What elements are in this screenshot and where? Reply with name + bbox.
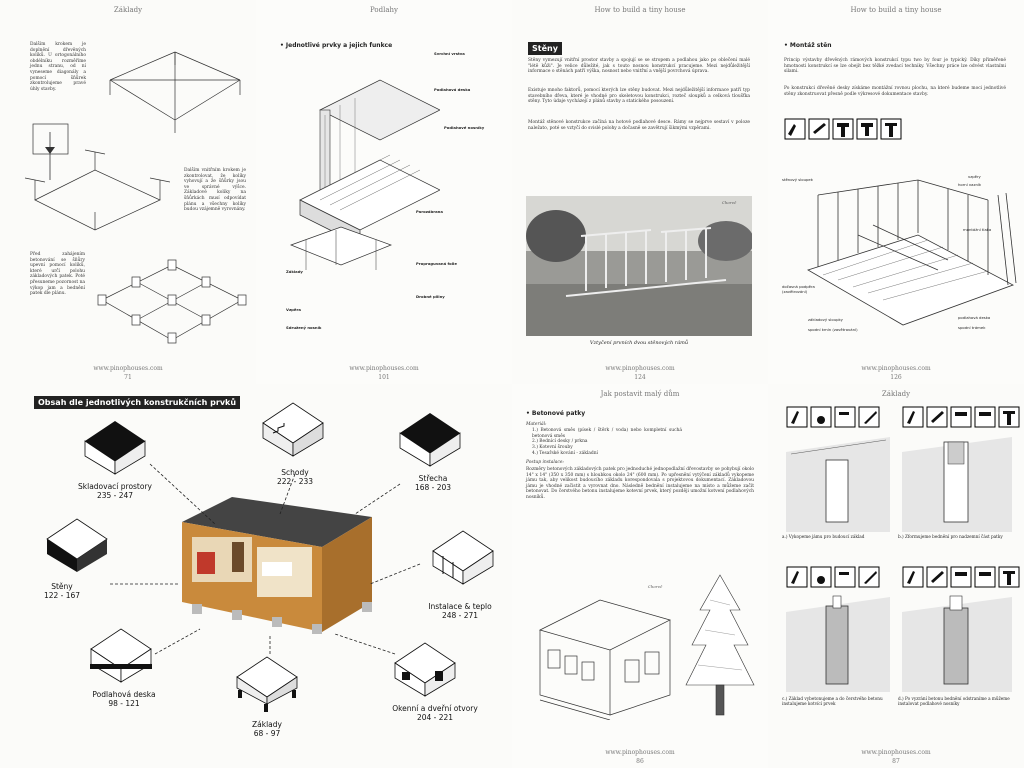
label-propraguvana-folie: Propraguvaná folie bbox=[416, 261, 457, 266]
toc-item-roof[interactable]: Střecha 168 - 203 bbox=[414, 474, 452, 492]
text-block: Rozměry betonových základových patek pro jednoduché jednopodlažní dřevostavby se pohybují okolo 14" x 14" (350 x 350 mm) s hloubkou okolo 24" (600 mm). Po upřesnění vytýčení základů vykopeme jámu tak, aby velikost budoucího základu korespondovala s projektovou dokumentací. Základovou jámu je vhodné začistit a vyrovnat dno. Následně bednění instalujeme na místo a můžeme začít betonovat. Do čerstvého betonu instalujeme kotevní prvek, který později umožní kotvení podlahových nosníků. bbox=[526, 467, 754, 500]
step-a-icons bbox=[786, 406, 886, 428]
text-block: Dalším vnitřním krokem je zkontrolovat, že kolíky vyhovují a že šňůrky jsou ve správné výšce. Základové kolíky na šňůrkách musí odpovídat plánu a všechny kolíky budou vzájemně vyrovnány. bbox=[184, 168, 246, 213]
step-b-caption: b.) Zformujeme bednění pro nadzemní část patky bbox=[898, 534, 1003, 539]
floor-section-illustration bbox=[280, 60, 440, 250]
page-number: 71 bbox=[124, 374, 132, 381]
section-heading: • Betonové patky bbox=[526, 410, 586, 417]
page-number: 87 bbox=[892, 758, 900, 765]
page-126 bbox=[768, 0, 1024, 384]
step-c-illustration bbox=[786, 592, 890, 692]
step-a-caption: a.) Vykopeme jámu pro budoucí základ bbox=[782, 534, 865, 539]
batter-boards-illustration bbox=[20, 140, 170, 235]
label-podlahova-deska: podlahová deska bbox=[958, 315, 991, 320]
label-horni-vaznik: horní vazník bbox=[958, 182, 982, 187]
toc-item-foundations[interactable]: Základy 68 - 97 bbox=[252, 720, 282, 738]
page-toc bbox=[0, 384, 512, 768]
step-d-illustration bbox=[902, 592, 1012, 692]
label-docasna-podpera: dočasná podpěra (zavětrování) bbox=[782, 284, 815, 294]
page-number: 126 bbox=[890, 374, 902, 381]
page-number: 101 bbox=[378, 374, 390, 381]
cabin-sketch bbox=[530, 590, 680, 720]
page-header: Základy bbox=[113, 6, 143, 14]
section-heading: Stěny bbox=[528, 42, 562, 55]
page-87 bbox=[768, 384, 1024, 768]
page-header: Základy bbox=[881, 390, 911, 398]
label-podlahove-nosniky: Podlahové nosníky bbox=[444, 125, 485, 130]
photo-tag: Chorvč bbox=[721, 200, 737, 205]
page-footer: www.pinophouses.com bbox=[605, 749, 675, 756]
step-d-icons bbox=[902, 566, 1022, 588]
tools-icons bbox=[784, 118, 904, 140]
page-101 bbox=[256, 0, 512, 384]
text-block: Před zahájením betonování se šňůry upevní pomocí kolíků, které určí polohu základových patek. Poté přesuneme pozornost na výkop jam a bednění patek dle plánu. bbox=[30, 252, 86, 297]
wall-assembly-illustration bbox=[798, 175, 1018, 335]
label-parozabrana: Parozábrana bbox=[416, 209, 443, 214]
page-footer: www.pinophouses.com bbox=[349, 365, 419, 372]
step-b-illustration bbox=[902, 432, 1012, 532]
step-c-icons bbox=[786, 566, 886, 588]
section-heading: • Montáž stěn bbox=[784, 42, 832, 49]
step-b-icons bbox=[902, 406, 1022, 428]
stakes-string-illustration bbox=[100, 40, 250, 135]
label-svrchni-vrstva: Svrchní vrstva bbox=[434, 51, 465, 56]
text-block: Princip výstavby dřevěných rámových konstrukcí typu two by four je typický. Díky přiměřené hmotnosti konstrukcí se lze obejít bez těžké zvedací techniky. Všechny práce lze odvést vlastními silami. bbox=[784, 58, 1006, 75]
label-zaklady: Základy bbox=[286, 269, 303, 274]
page-footer: www.pinophouses.com bbox=[861, 749, 931, 756]
label-vzpera: Vzpěra bbox=[286, 307, 301, 312]
material-item: 4.) Tesařské kování - základní bbox=[532, 451, 598, 456]
label-vzpery: vzpěry bbox=[968, 174, 981, 179]
label-zakladovy-sloupky: základový sloupky bbox=[808, 317, 843, 322]
page-71 bbox=[0, 0, 256, 384]
label-podlahova-deska: Podlahová deska bbox=[434, 87, 471, 92]
toc-item-stairs[interactable]: Schody 222 - 233 bbox=[276, 468, 314, 486]
label-montazni-tlaka: montážní tlaka bbox=[963, 227, 992, 232]
toc-item-openings[interactable]: Okenní a dveřní otvory 204 - 221 bbox=[392, 704, 478, 722]
page-124 bbox=[512, 0, 768, 384]
page-number: 124 bbox=[634, 374, 646, 381]
material-title: Materiál: bbox=[526, 422, 547, 427]
label-spodni-tramek: spodní trámek bbox=[958, 325, 986, 330]
material-item: 3.) Kotevní šrouby bbox=[532, 445, 573, 450]
foundation-base-illustration bbox=[286, 225, 396, 275]
procedure-title: Postup instalace: bbox=[526, 460, 564, 465]
text-block: Montáž stěnové konstrukce začíná na hotové podlahové desce. Rámy se nejprve sestaví v poloze naležato, poté se vztyčí do svislé polohy a dočasně se zavětrují šikmými vzpěrami. bbox=[528, 120, 750, 131]
material-item: 2.) Bednící desky / prkna bbox=[532, 439, 588, 444]
toc-item-floor[interactable]: Podlahová deska 98 - 121 bbox=[92, 690, 156, 708]
label-sdruzeny-nosnik: Sdružený nosník bbox=[286, 325, 322, 330]
page-header: Jak postavit malý dům bbox=[600, 390, 680, 398]
label-drobne-piliny: Drobné piliny bbox=[416, 294, 445, 299]
page-header: How to build a tiny house bbox=[594, 6, 686, 14]
text-block: Dalším krokem je doplnění dřevěných kolíků. U ortogonálního obdélníku rozměříme jednu stranu, od ní vyneseme diagonály a pomocí šňůrek zkontrolujeme pravé úhly stavby. bbox=[30, 42, 86, 92]
wall-frames-photo bbox=[526, 196, 752, 336]
text-block: Existuje mnoho faktorů, pomocí kterých lze stěny budovat. Mezi nejdůležitější informace patří typ stavebního dřeva, které je vhodné pro skeletovou konstrukci, rozteč sloupků a celková tloušťka stěny. Tyto údaje vycházejí z plánů stavby a statického posouzení. bbox=[528, 88, 750, 105]
page-footer: www.pinophouses.com bbox=[93, 365, 163, 372]
text-block: Stěny vymezují vnitřní prostor stavby a spojují se se stropem a podlahou jako po oblečení malé "létě kůži". Je velice důležité, jak s touto nosnou konstrukcí pracujeme. Mezi nejdůležitější informace o stěnách patří výška, nosnost nebo vnitřní a vnější povrchová úprava. bbox=[528, 58, 750, 75]
toc-heading: Obsah dle jednotlivých konstrukčních prvků bbox=[34, 396, 240, 409]
page-header: Podlahy bbox=[370, 6, 398, 14]
material-item: 1.) Betonová směs (písek / štěrk / voda) nebo kompletní suchá betonová směs bbox=[532, 428, 682, 439]
toc-item-installations[interactable]: Instalace & teplo 248 - 271 bbox=[428, 602, 492, 620]
step-a-illustration bbox=[786, 432, 890, 532]
label-stenovy-sloupek: stěnový sloupek bbox=[782, 177, 813, 182]
toc-item-walls[interactable]: Stěny 122 - 167 bbox=[43, 582, 81, 600]
page-footer: www.pinophouses.com bbox=[861, 365, 931, 372]
photo-caption: Vztyčení prvních dvou stěnových rámů bbox=[589, 340, 689, 346]
step-d-caption: d.) Po vyzrání betonu bednění odstraníme a můžeme instalovat podlahové nosníky bbox=[898, 696, 1010, 706]
page-footer: www.pinophouses.com bbox=[605, 365, 675, 372]
page-86 bbox=[512, 384, 768, 768]
sketch-tag: Chorvč bbox=[647, 584, 663, 589]
tree-sketch bbox=[680, 570, 760, 720]
footing-layout-illustration bbox=[92, 245, 250, 355]
section-heading: • Jednotlivé prvky a jejich funkce bbox=[280, 42, 393, 49]
text-block: Po konstrukci dřevěné desky získáme montážní rovnou plochu, na které budeme moci jednotlivé stěny zkonstruovat přesně podle výkresové dokumentace stavby. bbox=[784, 86, 1006, 97]
step-c-caption: c.) Základ vybetonujeme a do čerstvého betonu instalujeme kotvící prvek bbox=[782, 696, 883, 706]
toc-item-storage[interactable]: Skladovací prostory 235 - 247 bbox=[78, 482, 152, 500]
label-spodni-kmin: spodní kmín (zavětrování) bbox=[808, 327, 858, 332]
page-header: How to build a tiny house bbox=[850, 6, 942, 14]
page-number: 86 bbox=[636, 758, 644, 765]
